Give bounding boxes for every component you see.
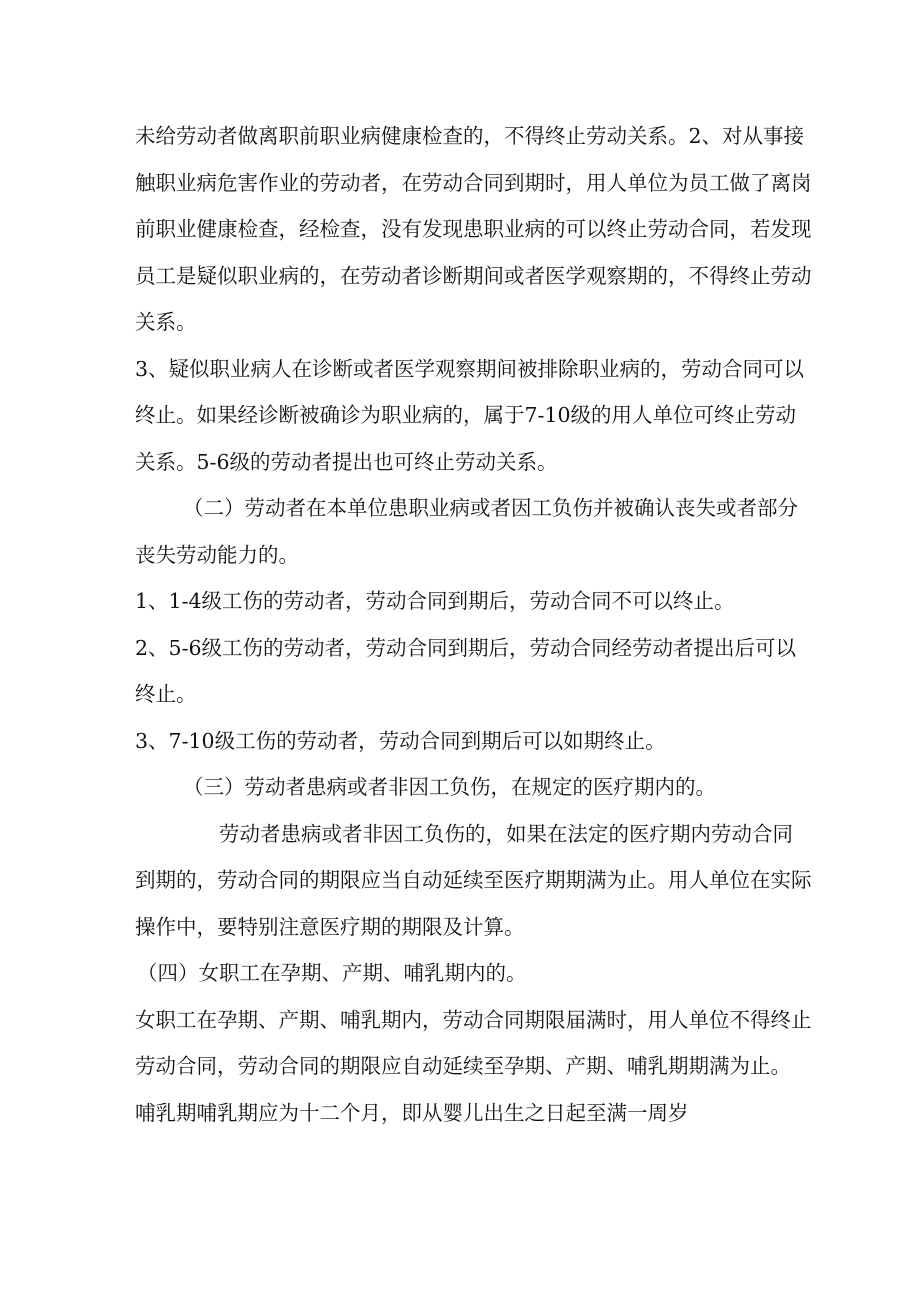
text-line: （二）劳动者在本单位患职业病或者因工负伤并被确认丧失或者部分	[183, 496, 798, 520]
text-line: 劳动者患病或者非因工负伤的，如果在法定的医疗期内劳动合同	[219, 821, 793, 846]
text-line: 丧失劳动能力的。	[135, 542, 299, 567]
text-line: 到期的，劳动合同的期限应当自动延续至医疗期期满为止。用人单位在实际	[135, 868, 812, 892]
text-line: 3、疑似职业病人在诊断或者医学观察期间被排除职业病的，劳动合同可以	[135, 356, 805, 381]
text-line: 操作中，要特别注意医疗期的期限及计算。	[135, 914, 525, 939]
text-line: 员工是疑似职业病的，在劳动者诊断期间或者医学观察期的，不得终止劳动	[135, 263, 812, 288]
text-line: 未给劳动者做离职前职业病健康检查的，不得终止劳动关系。2、对从事接	[135, 124, 805, 148]
text-line: 哺乳期哺乳期应为十二个月，即从婴儿出生之日起至满一周岁	[135, 1100, 689, 1125]
text-line: 终止。	[135, 682, 197, 706]
text-line: 1、1-4级工伤的劳动者，劳动合同到期后，劳动合同不可以终止。	[135, 589, 735, 613]
paragraph-grade-5-6	[135, 625, 795, 718]
document-body	[135, 113, 812, 1136]
text-line: 关系。	[135, 310, 197, 334]
text-line: 女职工在孕期、产期、哺乳期内，劳动合同期限届满时，用人单位不得终止	[135, 1007, 812, 1032]
paragraph-medical-period	[135, 811, 812, 951]
paragraph-female-workers	[135, 997, 812, 1137]
text-line: 前职业健康检查，经检查，没有发现患职业病的可以终止劳动合同，若发现	[135, 217, 812, 241]
paragraph-suspected-disease	[135, 346, 805, 486]
text-line: （三）劳动者患病或者非因工负伤，在规定的医疗期内的。	[183, 775, 716, 799]
paragraph-grade-1-4	[135, 578, 795, 625]
text-line: 2、5-6级工伤的劳动者，劳动合同到期后，劳动合同经劳动者提出后可以	[135, 635, 797, 660]
text-line: 终止。如果经诊断被确诊为职业病的，属于7-10级的用人单位可终止劳动	[135, 403, 797, 427]
text-line: 触职业病危害作业的劳动者，在劳动合同到期时，用人单位为员工做了离岗	[135, 170, 812, 195]
section-heading-2	[135, 485, 798, 578]
text-line: （四）女职工在孕期、产期、哺乳期内的。	[137, 961, 527, 985]
section-heading-4	[135, 950, 795, 997]
paragraph-grade-7-10	[135, 718, 795, 765]
text-line: 劳动合同，劳动合同的期限应自动延续至孕期、产期、哺乳期期满为止。	[135, 1054, 791, 1078]
paragraph-occupational-exam	[135, 113, 812, 346]
text-line: 3、7-10级工伤的劳动者，劳动合同到期后可以如期终止。	[135, 728, 666, 753]
text-line: 关系。5-6级的劳动者提出也可终止劳动关系。	[135, 449, 558, 474]
section-heading-3	[135, 764, 795, 811]
